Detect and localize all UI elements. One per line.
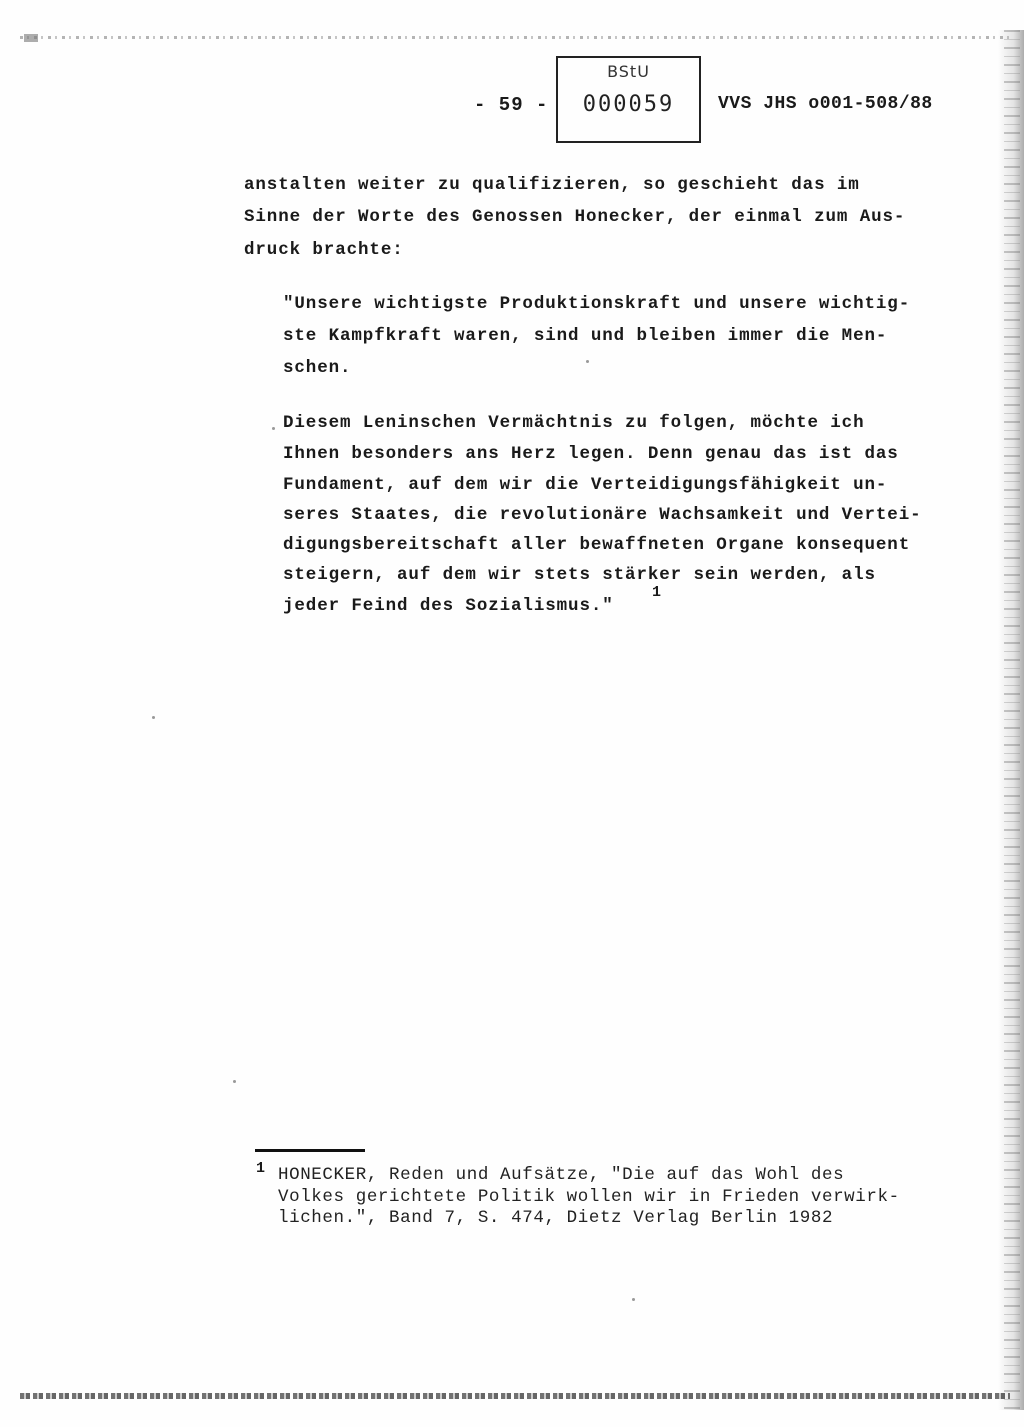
body-line: Sinne der Worte des Genossen Honecker, der einmal zum Aus- bbox=[244, 207, 906, 227]
scan-edge-right-noise bbox=[1004, 30, 1020, 1410]
quote-line: ste Kampfkraft waren, sind und bleiben immer die Men- bbox=[283, 326, 888, 346]
classification-code: VVS JHS o001-508/88 bbox=[718, 94, 933, 114]
body-line: druck brachte: bbox=[244, 240, 404, 260]
scan-speck bbox=[152, 716, 155, 719]
quote-line: jeder Feind des Sozialismus." bbox=[283, 596, 614, 616]
scan-edge-bottom bbox=[20, 1393, 1010, 1399]
stamp-number: 000059 bbox=[582, 92, 675, 117]
footnote-line: Volkes gerichtete Politik wollen wir in Frieden verwirk- bbox=[278, 1187, 900, 1207]
scan-speck bbox=[272, 427, 275, 430]
stamp-label: BStU bbox=[607, 62, 650, 81]
footnote-line: lichen.", Band 7, S. 474, Dietz Verlag Berlin 1982 bbox=[278, 1208, 834, 1228]
quote-line: Ihnen besonders ans Herz legen. Denn genau das ist das bbox=[283, 444, 899, 464]
footnote-separator bbox=[255, 1149, 365, 1152]
quote-line: schen. bbox=[283, 358, 352, 378]
footnote-reference: 1 bbox=[652, 584, 662, 601]
scan-speck bbox=[632, 1298, 635, 1301]
quote-line: Diesem Leninschen Vermächtnis zu folgen, möchte ich bbox=[283, 413, 865, 433]
quote-line: "Unsere wichtigste Produktionskraft und unsere wichtig- bbox=[283, 294, 911, 314]
scan-mark bbox=[24, 34, 38, 42]
scan-speck bbox=[233, 1080, 236, 1083]
body-line: anstalten weiter zu qualifizieren, so geschieht das im bbox=[244, 175, 860, 195]
quote-line: Fundament, auf dem wir die Verteidigungsfähigkeit un- bbox=[283, 475, 888, 495]
scan-edge-top bbox=[20, 36, 1010, 39]
page-number: - 59 - bbox=[474, 94, 549, 116]
footnote-line: HONECKER, Reden und Aufsätze, "Die auf das Wohl des bbox=[278, 1165, 845, 1185]
quote-line: steigern, auf dem wir stets stärker sein werden, als bbox=[283, 565, 876, 585]
quote-line: seres Staates, die revolutionäre Wachsamkeit und Vertei- bbox=[283, 505, 922, 525]
scan-speck bbox=[586, 360, 589, 363]
footnote-mark: 1 bbox=[256, 1160, 266, 1177]
quote-line: digungsbereitschaft aller bewaffneten Organe konsequent bbox=[283, 535, 911, 555]
archive-stamp bbox=[556, 56, 701, 143]
